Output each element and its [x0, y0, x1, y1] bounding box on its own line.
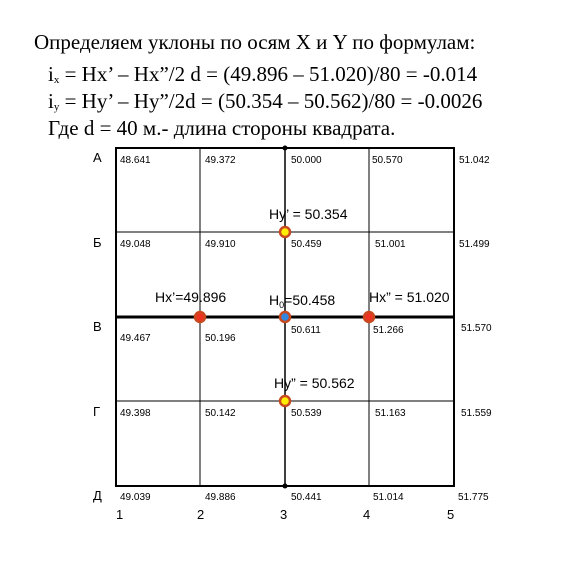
label-hy2: Hy” = 50.562	[274, 375, 355, 391]
value-v2: 50.196	[205, 333, 236, 344]
point-hy1-marker	[280, 227, 290, 237]
bottom-dot	[283, 484, 288, 489]
value-a3: 50.000	[291, 155, 322, 166]
value-v1: 49.467	[120, 333, 151, 344]
formula-title: Определяем уклоны по осям X и Y по формулам:	[34, 30, 476, 54]
row-label-g: Г	[93, 404, 101, 419]
value-g5: 51.559	[461, 408, 492, 419]
h0-subscript: 0	[279, 300, 285, 310]
value-b2: 49.910	[205, 239, 236, 250]
value-b5: 51.499	[459, 239, 490, 250]
col-label-5: 5	[447, 507, 455, 522]
value-g1: 49.398	[120, 408, 151, 419]
col-label-3: 3	[280, 507, 288, 522]
point-hy2-marker	[280, 396, 290, 406]
value-a2: 49.372	[205, 155, 236, 166]
value-b1: 49.048	[120, 239, 151, 250]
iy-symbol: i	[48, 89, 54, 113]
col-label-4: 4	[363, 507, 371, 522]
row-label-v: В	[93, 319, 102, 334]
value-v3: 50.611	[291, 325, 321, 336]
ix-symbol: i	[48, 62, 54, 86]
value-g2: 50.142	[205, 408, 236, 419]
value-d3: 50.441	[291, 492, 322, 503]
formula-d: Где d = 40 м.- длина стороны квадрата.	[48, 116, 396, 140]
point-hx1-marker	[195, 312, 205, 322]
h0-value: =50.458	[284, 292, 336, 308]
top-dot	[283, 146, 288, 151]
iy-expression: = Hy’ – Hy”/2d = (50.354 – 50.562)/80 = -0.0026	[64, 89, 483, 113]
col-label-1: 1	[116, 507, 124, 522]
value-a4: 50.570	[372, 155, 403, 166]
ix-expression: = Hx’ – Hx”/2 d = (49.896 – 51.020)/80 = -0.014	[64, 62, 478, 86]
value-a1: 48.641	[120, 155, 151, 166]
value-v5: 51.570	[461, 323, 492, 334]
label-hy1: Hy’ = 50.354	[269, 206, 348, 222]
label-h0	[269, 292, 335, 310]
label-hx1: Hx’=49.896	[155, 289, 227, 305]
ix-subscript: x	[53, 74, 60, 86]
point-hx2-marker	[364, 312, 374, 322]
row-label-d: Д	[93, 488, 102, 503]
value-g3: 50.539	[291, 408, 322, 419]
value-v4: 51.266	[373, 325, 404, 336]
row-label-a: А	[93, 150, 102, 165]
value-a5: 51.042	[459, 155, 490, 166]
col-label-2: 2	[197, 507, 205, 522]
value-d4: 51.014	[373, 492, 404, 503]
iy-subscript: y	[53, 101, 60, 113]
point-h0-marker	[280, 312, 290, 322]
value-d5: 51.775	[458, 492, 489, 503]
value-b4: 51.001	[375, 239, 406, 250]
label-hx2: Hx” = 51.020	[369, 289, 450, 305]
row-label-b: Б	[93, 235, 102, 250]
value-b3: 50.459	[291, 239, 322, 250]
value-d2: 49.886	[205, 492, 236, 503]
value-d1: 49.039	[120, 492, 151, 503]
h0-symbol: H	[269, 292, 280, 308]
value-g4: 51.163	[375, 408, 406, 419]
